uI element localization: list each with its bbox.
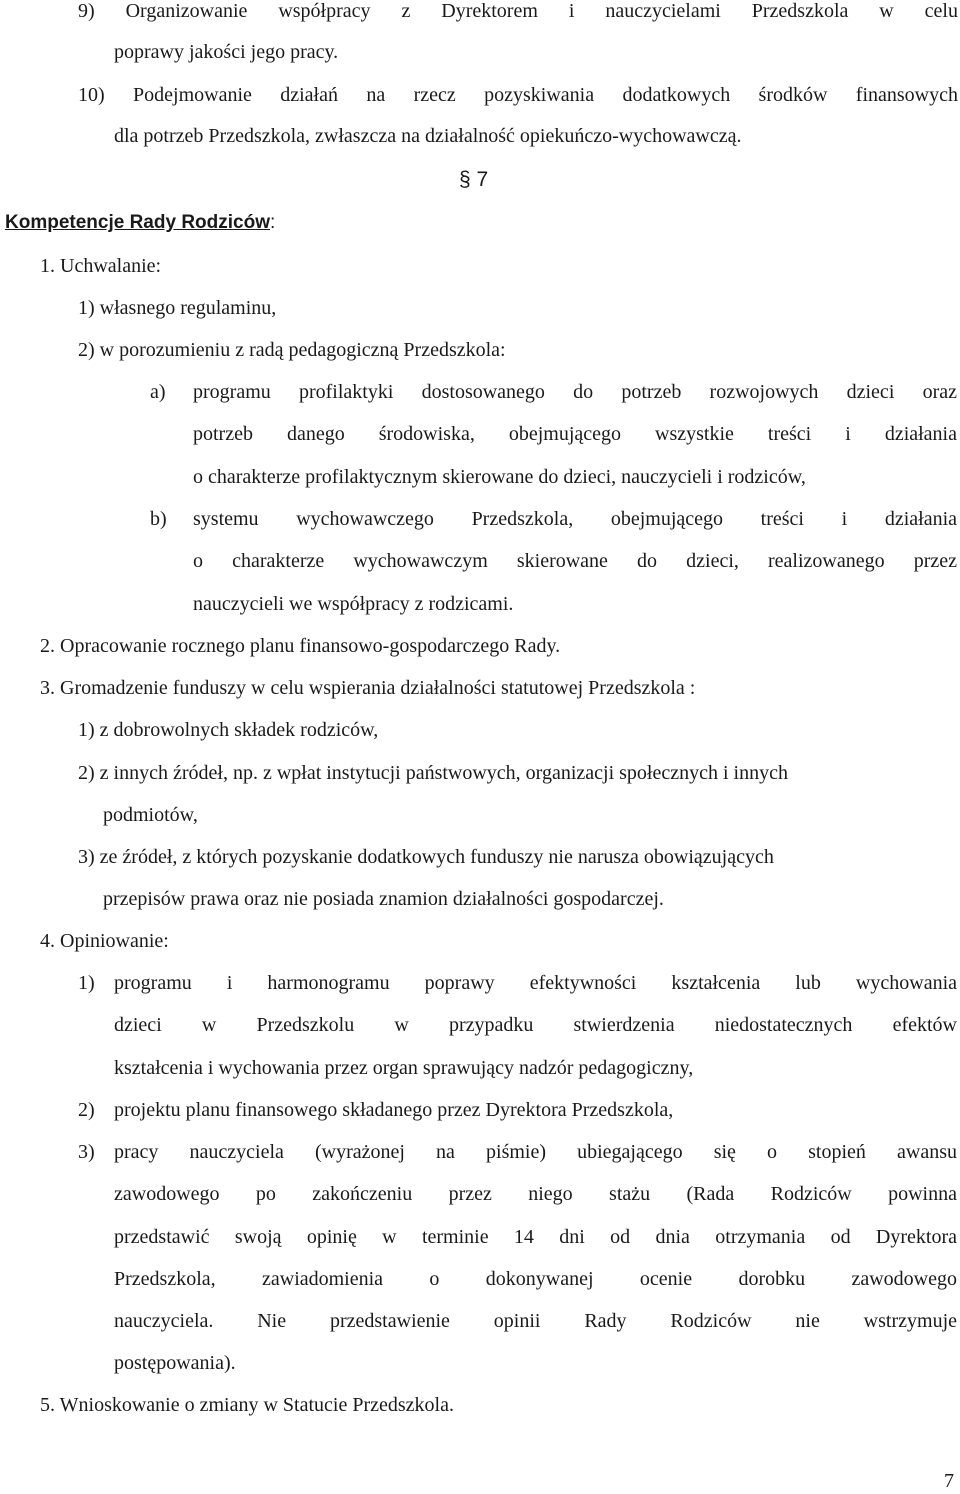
list-item: 2. Opracowanie rocznego planu finansowo-gospodarczego Rady. bbox=[40, 635, 561, 657]
text-line: potrzeb danego środowiska, obejmującego wszystkie treści i działania bbox=[193, 423, 957, 445]
text-line: o charakterze wychowawczym skierowane do dzieci, realizowanego przez bbox=[193, 550, 957, 572]
text-line: pracy nauczyciela (wyrażonej na piśmie) ubiegającego się o stopień awansu bbox=[114, 1141, 957, 1163]
text-line: postępowania). bbox=[114, 1352, 236, 1374]
text-line: nauczyciela. Nie przedstawienie opinii Rady Rodziców nie wstrzymuje bbox=[114, 1310, 957, 1332]
text-line: projektu planu finansowego składanego przez Dyrektora Przedszkola, bbox=[114, 1099, 674, 1121]
list-item: 2) w porozumieniu z radą pedagogiczną Przedszkola: bbox=[78, 339, 506, 361]
list-item: 1) własnego regulaminu, bbox=[78, 297, 277, 319]
section-heading bbox=[5, 211, 275, 235]
list-item: 1) z dobrowolnych składek rodziców, bbox=[78, 719, 379, 741]
text-line: poprawy jakości jego pracy. bbox=[114, 41, 339, 63]
list-marker: b) bbox=[150, 508, 167, 530]
list-item: 2) z innych źródeł, np. z wpłat instytucji państwowych, organizacji społecznych i innych bbox=[78, 762, 788, 784]
list-marker: 1) bbox=[78, 972, 95, 994]
text-line: programu i harmonogramu poprawy efektywności kształcenia lub wychowania bbox=[114, 972, 957, 994]
text-line: 10) Podejmowanie działań na rzecz pozyskiwania dodatkowych środków finansowych bbox=[78, 84, 958, 106]
text-line: 9) Organizowanie współpracy z Dyrektorem i nauczycielami Przedszkola w celu bbox=[78, 0, 958, 22]
text-line: programu profilaktyki dostosowanego do potrzeb rozwojowych dzieci oraz bbox=[193, 381, 957, 403]
text-line: podmiotów, bbox=[103, 804, 198, 826]
text-line: przedstawić swoją opinię w terminie 14 dni od dnia otrzymania od Dyrektora bbox=[114, 1226, 957, 1248]
text-line: dla potrzeb Przedszkola, zwłaszcza na działalność opiekuńczo-wychowawczą. bbox=[114, 125, 742, 147]
section-heading-colon: : bbox=[270, 212, 276, 233]
section-number: § 7 bbox=[459, 168, 489, 191]
text-line: o charakterze profilaktycznym skierowane do dzieci, nauczycieli i rodziców, bbox=[193, 466, 806, 488]
section-heading-text: Kompetencje Rady Rodziców bbox=[5, 212, 270, 233]
text-line: Przedszkola, zawiadomienia o dokonywanej ocenie dorobku zawodowego bbox=[114, 1268, 957, 1290]
list-item: 3) ze źródeł, z których pozyskanie dodatkowych funduszy nie narusza obowiązujących bbox=[78, 846, 774, 868]
list-item: 1. Uchwalanie: bbox=[40, 255, 162, 277]
text-line: nauczycieli we współpracy z rodzicami. bbox=[193, 593, 514, 615]
text-line: zawodowego po zakończeniu przez niego stażu (Rada Rodziców powinna bbox=[114, 1183, 957, 1205]
list-item: 3. Gromadzenie funduszy w celu wspierania działalności statutowej Przedszkola : bbox=[40, 677, 696, 699]
text-line: przepisów prawa oraz nie posiada znamion działalności gospodarczej. bbox=[103, 888, 664, 910]
text-line: systemu wychowawczego Przedszkola, obejmującego treści i działania bbox=[193, 508, 957, 530]
text-line: kształcenia i wychowania przez organ sprawujący nadzór pedagogiczny, bbox=[114, 1057, 694, 1079]
text-line: dzieci w Przedszkolu w przypadku stwierdzenia niedostatecznych efektów bbox=[114, 1014, 957, 1036]
page-number: 7 bbox=[944, 1470, 954, 1492]
list-item: 4. Opiniowanie: bbox=[40, 930, 169, 952]
list-marker: 3) bbox=[78, 1141, 95, 1163]
list-marker: a) bbox=[150, 381, 166, 403]
list-item: 5. Wnioskowanie o zmiany w Statucie Przedszkola. bbox=[40, 1394, 454, 1416]
list-marker: 2) bbox=[78, 1099, 95, 1121]
